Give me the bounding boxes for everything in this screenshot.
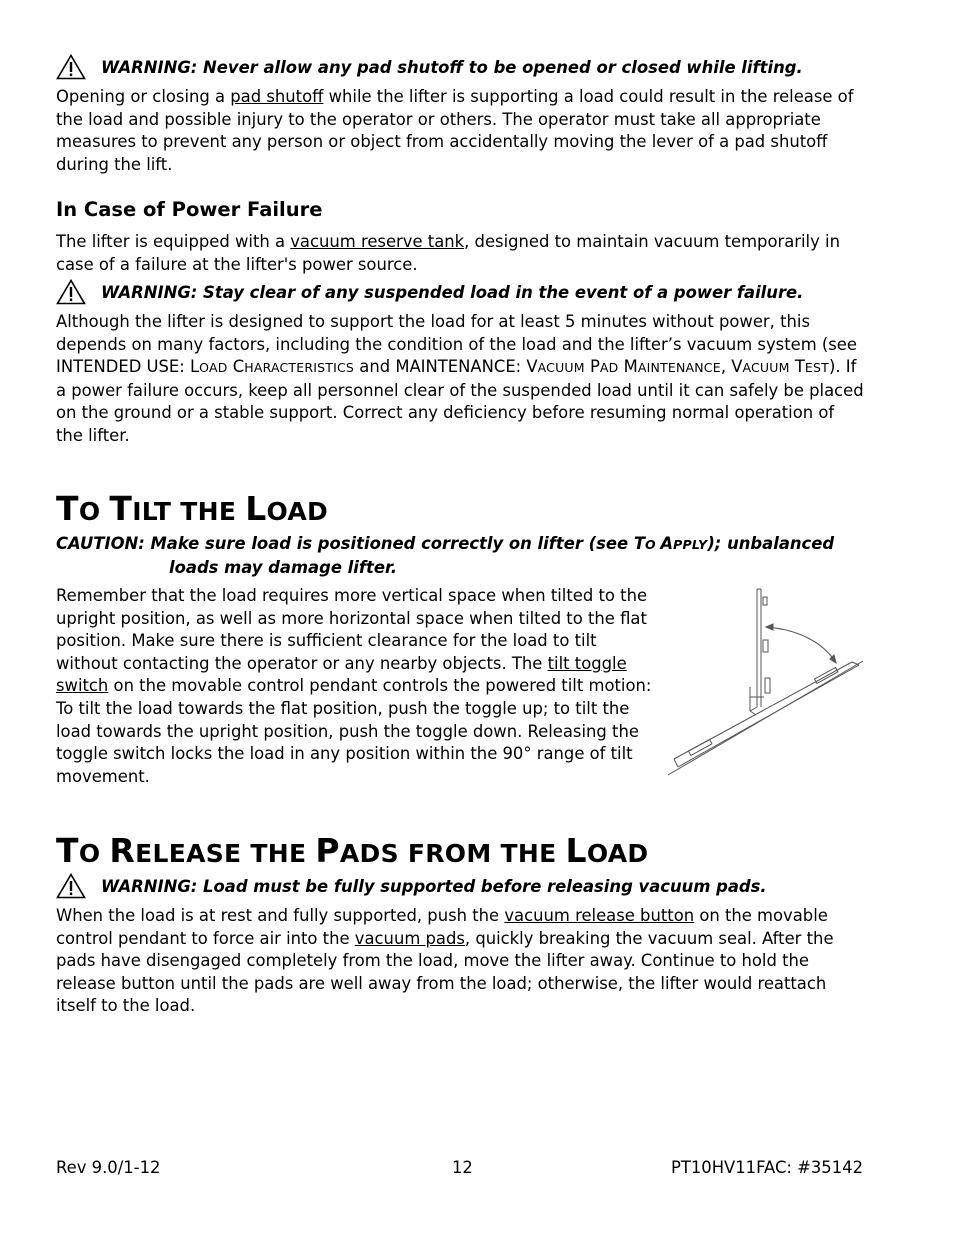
warning-power-failure: [56, 282, 866, 308]
warning-pad-shutoff: [56, 57, 866, 83]
paragraph-power-failure: The lifter is equipped with a vacuum reserve tank, designed to maintain vacuum temporarily in case of a failure at the lifter's power source.: [56, 232, 840, 274]
footer-page-number: 12: [452, 1158, 473, 1177]
tilt-arc-arrow: [766, 627, 836, 663]
tilt-diagram: [664, 585, 868, 781]
warning-triangle-icon: [56, 54, 86, 80]
paragraph-power-duration: Although the lifter is designed to support the load for at least 5 minutes without power, this depends on many factors, including the condition of the load and the lifter’s vacuum system (see INTENDED USE: LOAD CHARACTERISTICS and MAINTENANCE: VACUUM PAD MAINTENANCE, VACUUM TEST). If a power failure occurs, keep all personnel clear of the suspended load until it can safely be placed on the ground or a stable support. Correct any deficiency before resuming normal operation of the lifter.: [56, 312, 864, 445]
section-heading-release: TO RELEASE THE PADS FROM THE LOAD: [56, 831, 649, 870]
warning-text: WARNING: Stay clear of any suspended load in the event of a power failure.: [101, 283, 804, 302]
paragraph-pad-shutoff: Opening or closing a pad shutoff while the lifter is supporting a load could result in the release of the load and possible injury to the operator or others. The operator must take all appropriate measures to prevent any person or object from accidentally moving the lever of a pad shutoff during the lift.: [56, 87, 854, 174]
warning-triangle-icon: [56, 279, 86, 305]
paragraph-tilt: Remember that the load requires more vertical space when tilted to the upright position, as well as more horizontal space when tilted to the flat position. Make sure there is sufficient clearance for the load to tilt without contacting the operator or any nearby objects. The tilt toggle switch on the movable control pendant controls the powered tilt motion: To tilt the load towards the flat position, push the toggle up; to tilt the load towards the upright position, push the toggle down. Releasing the toggle switch locks the load in any position within the 90° range of tilt movement.: [56, 586, 652, 786]
vacuum-release-button-term: vacuum release button: [504, 906, 695, 925]
tilt-toggle-switch-term: tilt toggle switch: [56, 653, 627, 696]
footer-revision: Rev 9.0/1-12: [56, 1158, 161, 1177]
warning-release-pads: [56, 876, 866, 902]
section-heading-tilt: TO TILT THE LOAD: [56, 489, 329, 528]
vacuum-reserve-tank-term: vacuum reserve tank: [290, 232, 465, 251]
footer-document-id: PT10HV11FAC: #35142: [670, 1158, 863, 1177]
vacuum-pads-term: vacuum pads: [354, 928, 465, 948]
warning-text: WARNING: Load must be fully supported before releasing vacuum pads.: [101, 877, 767, 896]
warning-triangle-icon: [56, 873, 86, 899]
paragraph-release: When the load is at rest and fully supported, push the vacuum release button on the movable control pendant to force air into the vacuum pads, quickly breaking the vacuum seal. After the pads have disengaged completely from the load, move the lifter away. Continue to hold the release button until the pads are well away from the load; otherwise, the lifter would reattach itself to the load.: [56, 906, 834, 1016]
warning-text: WARNING: Never allow any pad shutoff to be opened or closed while lifting.: [101, 58, 803, 77]
pad-shutoff-term: pad shutoff: [230, 87, 324, 106]
section-heading-power-failure: In Case of Power Failure: [56, 198, 323, 221]
caution-balanced-load: CAUTION: Make sure load is positioned correctly on lifter (see TO APPLY); unbalanced loads may damage lifter.: [56, 534, 835, 577]
